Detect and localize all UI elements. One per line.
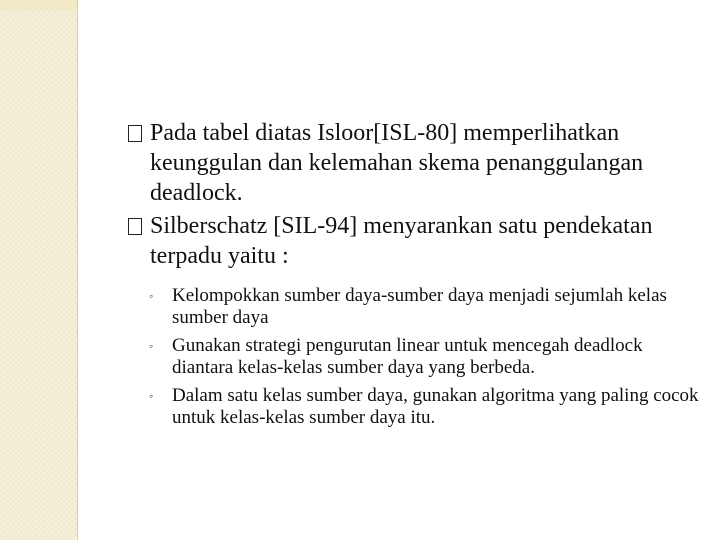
sub-bullet-list — [126, 285, 706, 429]
sub-bullet-text: Gunakan strategi pengurutan linear untuk mencegah deadlock diantara kelas-kelas sumber daya yang berbeda. — [172, 335, 643, 378]
square-bullet-icon — [128, 125, 142, 142]
sub-bullet-text: Dalam satu kelas sumber daya, gunakan algoritma yang paling cocok untuk kelas-kelas sumber daya itu. — [172, 385, 699, 428]
slide-body — [126, 118, 706, 435]
circle-bullet-icon: ◦ — [149, 339, 154, 353]
bullet-text: Silberschatz [SIL-94] menyarankan satu pendekatan terpadu yaitu : — [150, 213, 653, 269]
sub-bullet-item — [126, 335, 706, 379]
bullet-item — [126, 211, 706, 271]
side-decoration-panel — [0, 0, 77, 540]
sub-bullet-item — [126, 285, 706, 329]
bullet-item — [126, 118, 706, 208]
sub-bullet-item — [126, 385, 706, 429]
side-divider-line — [77, 0, 78, 540]
circle-bullet-icon: ◦ — [149, 289, 154, 303]
circle-bullet-icon: ◦ — [149, 389, 154, 403]
bullet-text: Pada tabel diatas Isloor[ISL-80] memperlihatkan keunggulan dan kelemahan skema penanggulangan deadlock. — [150, 120, 644, 206]
sub-bullet-text: Kelompokkan sumber daya-sumber daya menjadi sejumlah kelas sumber daya — [172, 285, 667, 328]
square-bullet-icon — [128, 218, 142, 235]
side-top-accent — [0, 0, 77, 10]
